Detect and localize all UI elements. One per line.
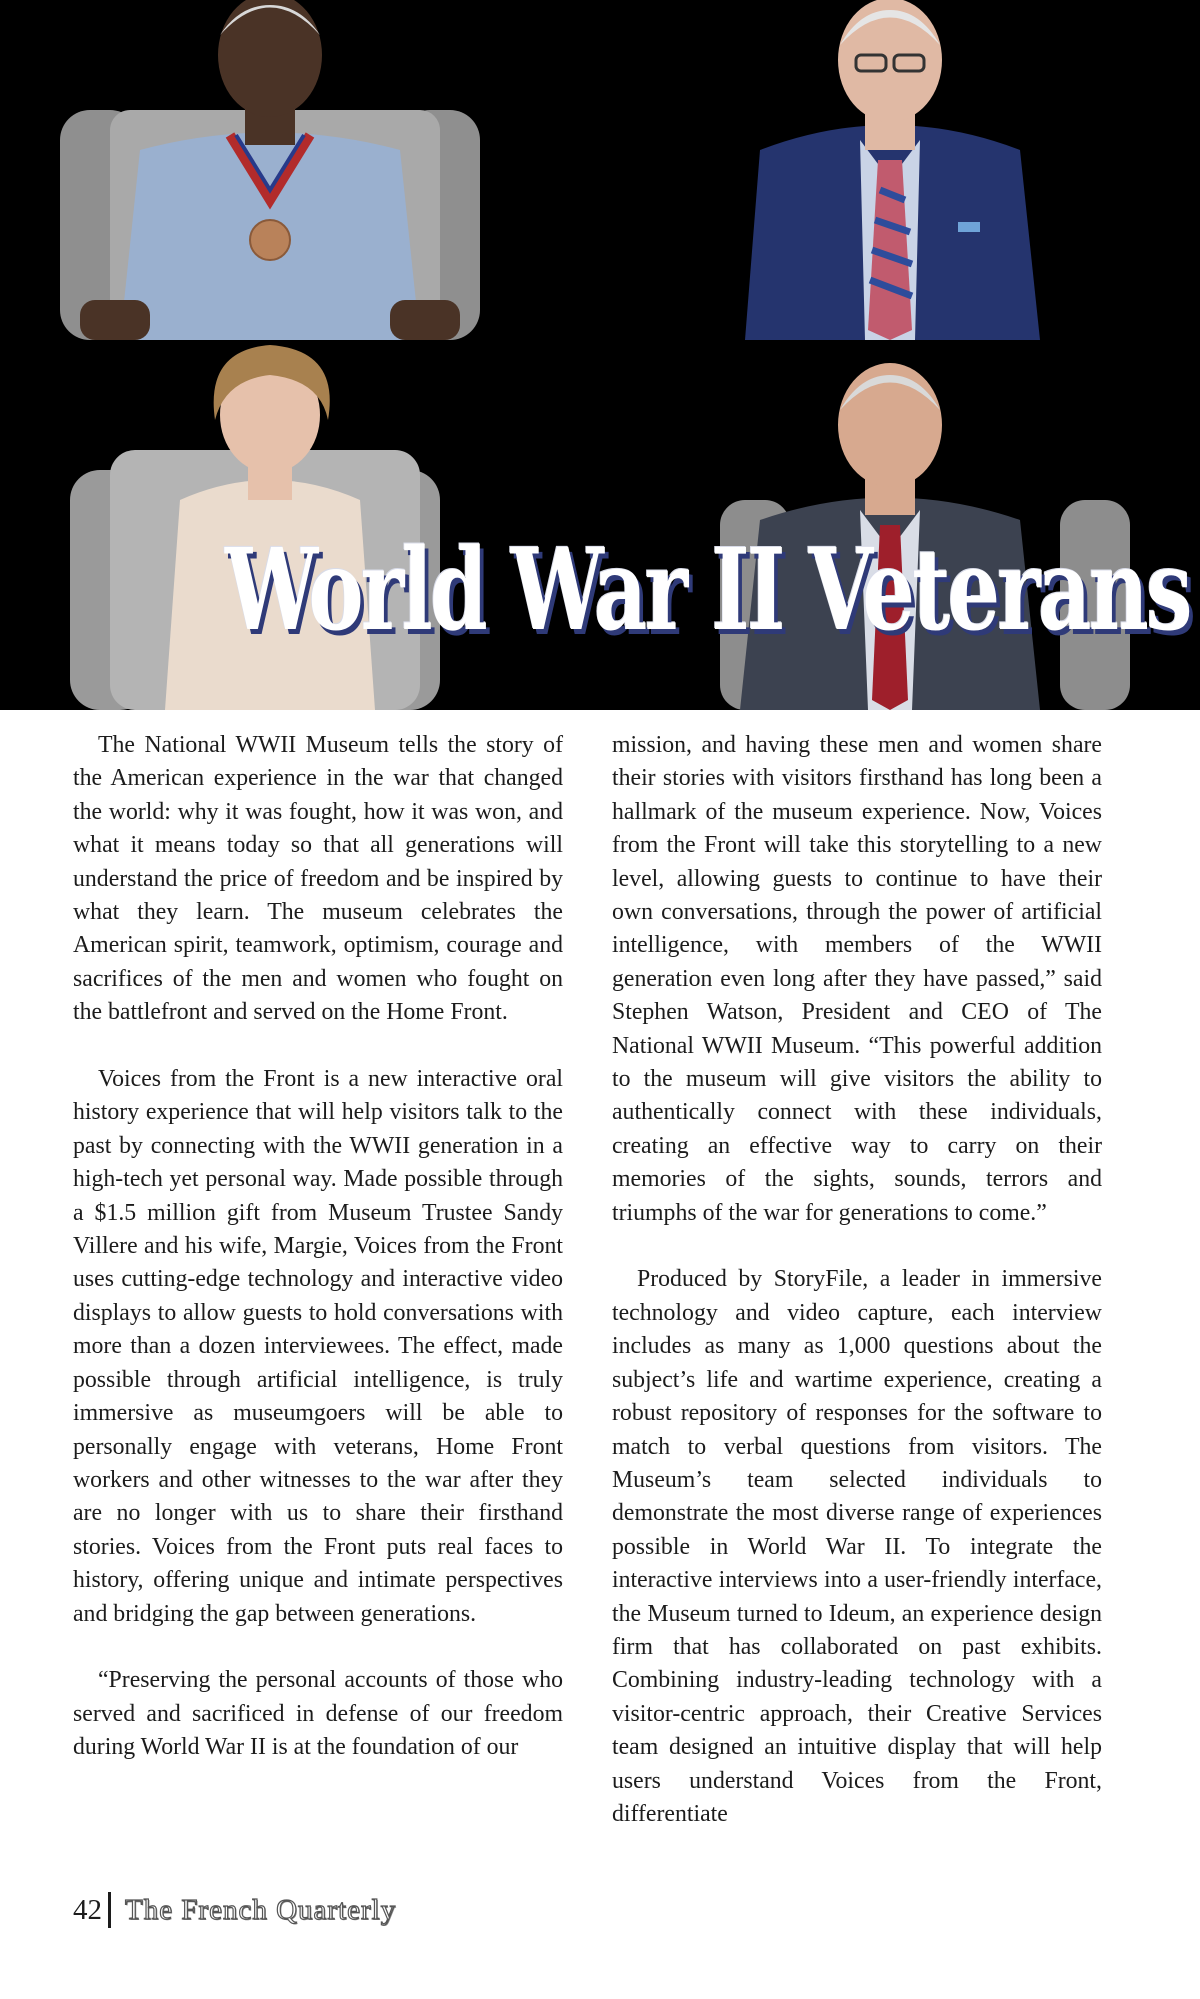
page-footer <box>73 1890 396 1930</box>
footer-divider <box>108 1892 111 1928</box>
page-number: 42 <box>73 1893 102 1926</box>
paragraph: The National WWII Museum tells the story of the American experience in the war that changed the world: why it was fought, how it was won, and what it means today so that all generations will understand the price of freedom and be inspired by what they learn. The museum celebrates the American spirit, teamwork, optimism, courage and sacrifices of the men and women who fought on the battlefront and served on the Home Front. <box>73 732 563 1026</box>
article-column-right <box>612 729 1102 1831</box>
paragraph: mission, and having these men and women share their stories with visitors firsthand has long been a hallmark of the museum experience. Now, Voices from the Front will take this storytelling to a new level, allowing guests to continue to have their own conversations, through the power of artificial intelligence, with members of the WWII generation even long after they have passed,” said Stephen Watson, President and CEO of The National WWII Museum. “This powerful addition to the museum will give visitors the ability to authentically connect with these individuals, creating an effective way to carry on their memories of the sights, sounds, terrors and triumphs of the war for generations to come.” <box>612 732 1102 1226</box>
paragraph: Produced by StoryFile, a leader in immersive technology and video capture, each interview includes as many as 1,000 questions about the subject’s life and wartime experience, creating a robust repository of responses for the software to match to verbal questions from visitors. The Museum’s team selected individuals to demonstrate the most diverse range of experiences possible in World War II. To integrate the interactive interviews into a user-friendly interface, the Museum turned to Ideum, an experience design firm that has collaborated on past exhibits. Combining industry-leading technology with a visitor-centric approach, their Creative Services team designed an intuitive display that will help users understand Voices from the Front, differentiate <box>612 1266 1102 1827</box>
paragraph: “Preserving the personal accounts of those who served and sacrificed in defense of our freedom during World War II is at the foundation of our <box>73 1667 563 1761</box>
article-column-left <box>73 729 563 1765</box>
publication-name: The French Quarterly <box>125 1893 397 1926</box>
hero-image <box>0 0 1200 710</box>
headline: World War II Veterans <box>225 525 1190 656</box>
paragraph: Voices from the Front is a new interactive oral history experience that will help visitors talk to the past by connecting with the WWII generation in a high-tech yet personal way. Made possible through a $1.5 million gift from Museum Trustee Sandy Villere and his wife, Margie, Voices from the Front uses cutting-edge technology and interactive video displays to allow guests to hold conversations with more than a dozen interviewees. The effect, made possible through artificial intelligence, is truly immersive as museumgoers will be able to personally engage with veterans, Home Front workers and other witnesses to the war after they are no longer with us to share their firsthand stories. Voices from the Front puts real faces to history, offering unique and intimate perspectives and bridging the gap between generations. <box>73 1066 563 1627</box>
